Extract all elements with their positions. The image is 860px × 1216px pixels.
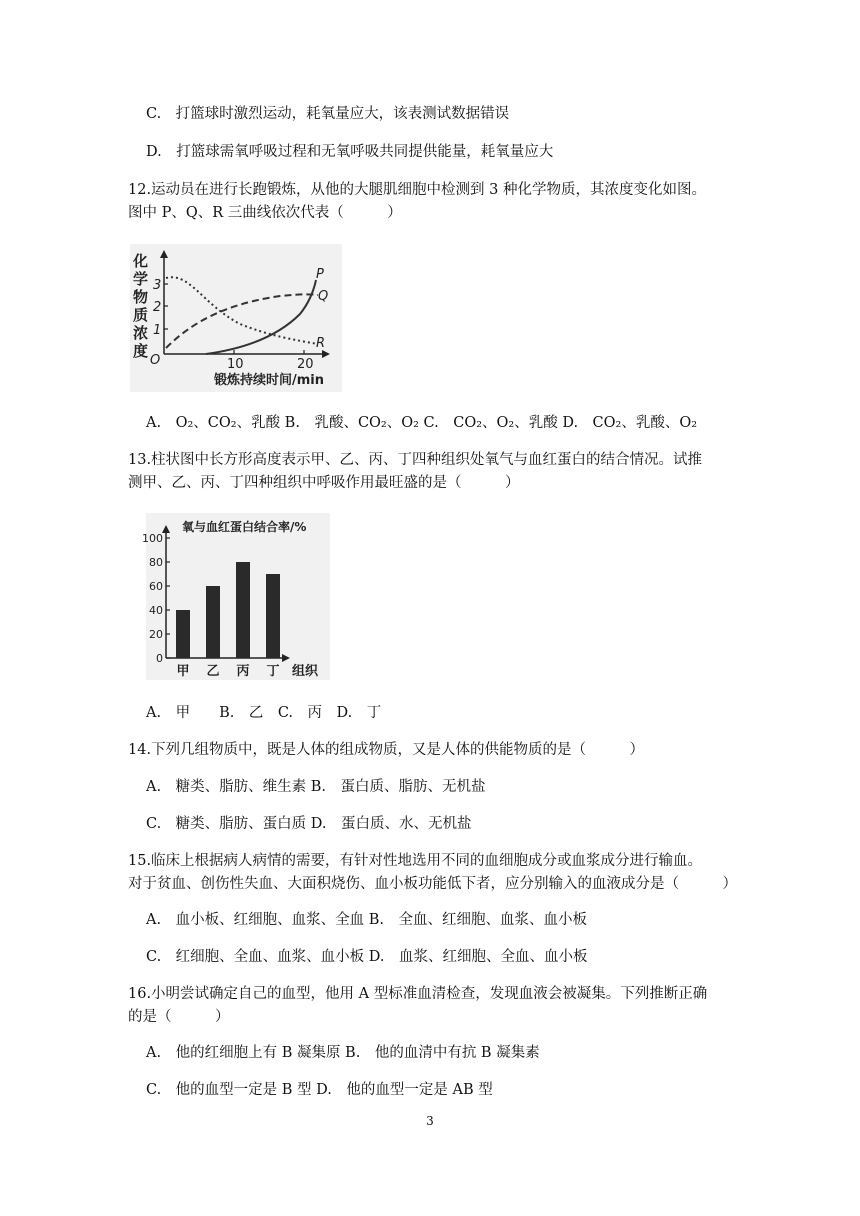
chart-title: 氧与血红蛋白结合率/%	[182, 520, 307, 534]
q15-stem-line1: 15.临床上根据病人病情的需要，有针对性地选用不同的血细胞成分或血浆成分进行输血。	[128, 853, 703, 869]
q12-stem-line2: 图中 P、Q、R 三曲线依次代表（ ）	[128, 205, 402, 221]
chart-y-tick-label: 40	[149, 604, 163, 617]
q12-curve-r	[166, 277, 318, 344]
q12-concentration-figure	[130, 244, 342, 392]
q16-stem-line2: 的是（ ）	[128, 1009, 230, 1025]
q12-ylabel-char: 物	[133, 288, 149, 306]
q13-bar-chart	[142, 513, 330, 680]
q12-curve-label-r: R	[316, 336, 326, 351]
chart-category-label: 丁	[266, 664, 280, 679]
chart-y-tick-label: 100	[142, 532, 163, 545]
q12-ytick-label: 3	[153, 278, 162, 293]
q12-curve-p	[206, 280, 316, 354]
chart-bar	[176, 610, 190, 658]
q12-ylabel-char: 学	[133, 270, 149, 288]
q14-options-ab: A. 糖类、脂肪、维生素 B. 蛋白质、脂肪、无机盐	[146, 779, 486, 795]
q14-options-cd: C. 糖类、脂肪、蛋白质 D. 蛋白质、水、无机盐	[146, 816, 472, 832]
q12-ylabel-char: 化	[133, 252, 149, 270]
q12-options: A. O₂、CO₂、乳酸 B. 乳酸、CO₂、O₂ C. CO₂、O₂、乳酸 D. CO₂、乳酸、O₂	[146, 415, 698, 431]
q11-option-c: C. 打篮球时激烈运动，耗氧量应大，该表测试数据错误	[146, 106, 510, 122]
q12-ylabel-char: 度	[133, 342, 149, 360]
chart-category-label: 乙	[206, 664, 220, 679]
chart-bar	[236, 562, 250, 658]
chart-x-axis-arrow	[282, 654, 290, 662]
q14-stem: 14.下列几组物质中，既是人体的组成物质，又是人体的供能物质的是（ ）	[128, 742, 645, 758]
q16-options-cd: C. 他的血型一定是 B 型 D. 他的血型一定是 AB 型	[146, 1082, 493, 1098]
chart-y-axis-arrow	[162, 525, 170, 533]
q12-curve-label-q: Q	[318, 289, 329, 304]
q13-stem-line1: 13.柱状图中长方形高度表示甲、乙、丙、丁四种组织处氧气与血红蛋白的结合情况。试推	[128, 452, 703, 468]
q11-option-d: D. 打篮球需氧呼吸过程和无氧呼吸共同提供能量，耗氧量应大	[146, 144, 554, 160]
q12-x-axis-arrow	[322, 350, 330, 358]
q15-options-cd: C. 红细胞、全血、血浆、血小板 D. 血浆、红细胞、全血、血小板	[146, 949, 588, 965]
q12-stem-line1: 12.运动员在进行长跑锻炼，从他的大腿肌细胞中检测到 3 种化学物质，其浓度变化如图。	[128, 182, 706, 198]
q13-options: A. 甲 B. 乙 C. 丙 D. 丁	[146, 705, 382, 721]
q12-ytick-label: 1	[153, 323, 162, 338]
chart-bar	[266, 574, 280, 658]
q12-y-axis-arrow	[160, 250, 168, 258]
chart-y-tick-label: 60	[149, 580, 163, 593]
q13-stem-line2: 测甲、乙、丙、丁四种组织中呼吸作用最旺盛的是（ ）	[128, 475, 520, 491]
chart-y-tick-label: 20	[149, 628, 163, 641]
page-number: 3	[426, 1114, 434, 1128]
q12-ylabel-char: 浓	[133, 324, 149, 342]
q16-stem-line1: 16.小明尝试确定自己的血型，他用 A 型标准血清检查，发现血液会被凝集。下列推断正确	[128, 986, 708, 1002]
chart-category-label: 甲	[176, 664, 190, 679]
q12-ylabel-char: 质	[133, 306, 149, 324]
q12-xtick-label: 20	[297, 357, 314, 372]
q16-options-ab: A. 他的红细胞上有 B 凝集原 B. 他的血清中有抗 B 凝集素	[146, 1045, 540, 1061]
q12-origin-label: O	[150, 353, 161, 368]
chart-y-tick-label: 0	[156, 652, 163, 665]
q12-curve-label-p: P	[316, 267, 324, 282]
q15-stem-line2: 对于贫血、创伤性失血、大面积烧伤、血小板功能低下者，应分别输入的血液成分是（ ）	[128, 876, 737, 892]
chart-category-label: 丙	[236, 664, 250, 679]
q12-xtick-label: 10	[227, 357, 244, 372]
q15-options-ab: A. 血小板、红细胞、血浆、全血 B. 全血、红细胞、血浆、血小板	[146, 912, 587, 928]
q12-x-axis-label: 锻炼持续时间/min	[214, 373, 325, 388]
q12-ytick-label: 2	[153, 300, 162, 315]
chart-x-axis-label: 组织	[292, 664, 319, 679]
chart-bar	[206, 586, 220, 658]
chart-y-tick-label: 80	[149, 556, 163, 569]
